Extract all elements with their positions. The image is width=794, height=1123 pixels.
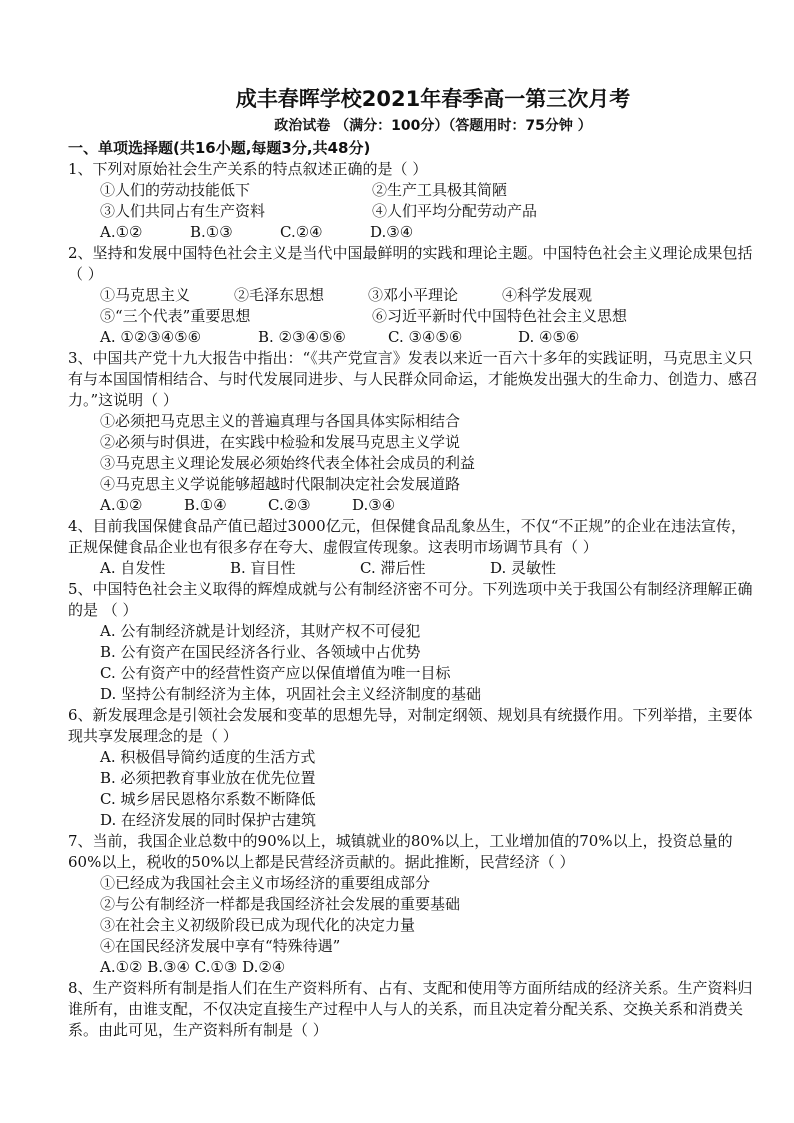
statement: ④科学发展观 <box>502 286 593 304</box>
section-heading: 一、单项选择题(共16小题,每题3分,共48分) <box>68 139 371 157</box>
answer-option: B. 必须把教育事业放在优先位置 <box>100 769 316 787</box>
question-stem: 8、生产资料所有制是指人们在生产资料所有、占有、支配和使用等方面所结成的经济关系。生产资料归谁所有，由谁支配，不仅决定直接生产过程中人与人的关系，而且决定着分配关系、交换关系和消费关系。由此可见，生产资料所有制是（ ） <box>68 979 753 1039</box>
answer-option: D. 在经济发展的同时保护古建筑 <box>100 811 317 829</box>
answer-option: D. ④⑤⑥ <box>518 328 580 346</box>
statement: ①人们的劳动技能低下 <box>100 181 251 199</box>
statement: ③在社会主义初级阶段已成为现代化的决定力量 <box>100 916 416 934</box>
statement-row <box>68 285 758 306</box>
question-stem: 7、当前，我国企业总数中的90%以上，城镇就业的80%以上，工业增加值的70%以上，投资总量的60%以上，税收的50%以上都是民营经济贡献的。据此推断，民营经济（ ） <box>68 832 733 871</box>
statement: ①已经成为我国社会主义市场经济的重要组成部分 <box>100 874 431 892</box>
answer-option: C.②③ <box>268 496 311 514</box>
answer-row <box>68 558 758 579</box>
question-8 <box>68 978 758 1041</box>
exam-title: 成丰春晖学校2021年春季高一第三次月考 <box>235 87 631 111</box>
answer-option: D. 坚持公有制经济为主体，巩固社会主义经济制度的基础 <box>100 685 482 703</box>
answer-option: C. ③④⑤⑥ <box>388 328 463 346</box>
question-6 <box>68 705 758 831</box>
statement: ④在国民经济发展中享有“特殊待遇” <box>100 937 341 955</box>
answer-option: A. 积极倡导简约适度的生活方式 <box>100 748 316 766</box>
statement: ③马克思主义理论发展必须始终代表全体社会成员的利益 <box>100 454 476 472</box>
answer-option: C.②④ <box>280 223 323 241</box>
statement-row <box>68 201 758 222</box>
answer-option: A. 公有制经济就是计划经济，其财产权不可侵犯 <box>100 622 421 640</box>
statement: ①马克思主义 <box>100 286 191 304</box>
answer-option: A. 自发性 <box>100 559 166 577</box>
question-stem: 4、目前我国保健食品产值已超过3000亿元，但保健食品乱象丛生，不仅“不正规”的企业在违法宣传，正规保健食品企业也有很多存在夸大、虚假宣传现象。这表明市场调节具有（ ） <box>68 517 747 556</box>
statement: ③人们共同占有生产资料 <box>100 202 266 220</box>
statement: ②毛泽东思想 <box>234 286 325 304</box>
statement: ③邓小平理论 <box>368 286 459 304</box>
answer-option: D. 灵敏性 <box>490 559 557 577</box>
question-stem: 6、新发展理念是引领社会发展和变革的思想先导，对制定纲领、规划具有统摄作用。下列举措，主要体现共享发展理念的是（ ） <box>68 706 753 745</box>
answer-option: B. 盲目性 <box>230 559 296 577</box>
answer-option: B. 公有资产在国民经济各行业、各领域中占优势 <box>100 643 421 661</box>
question-stem: 5、中国特色社会主义取得的辉煌成就与公有制经济密不可分。下列选项中关于我国公有制经济理解正确的是 （ ） <box>68 580 753 619</box>
answer-option: A. ①②③④⑤⑥ <box>100 328 202 346</box>
answer-option: C. 滞后性 <box>360 559 426 577</box>
answer-option: A.①② <box>100 496 143 514</box>
answer-option: D.③④ <box>352 496 396 514</box>
answer-option: B.①③ <box>190 223 233 241</box>
answer-row <box>68 327 758 348</box>
statement-row <box>68 180 758 201</box>
answer-option: A.①② <box>100 223 143 241</box>
question-4 <box>68 516 758 579</box>
exam-subtitle: 政治试卷 （满分：100分）（答题用时：75分钟 ） <box>274 118 592 134</box>
question-stem: 3、中国共产党十九大报告中指出：“《共产党宣言》发表以来近一百六十多年的实践证明，马克思主义只有与本国国情相结合、与时代发展同进步、与人民群众同命运，才能焕发出强大的生命力、创造力、感召力。”这说明（ ） <box>68 349 759 409</box>
answer-row <box>68 495 758 516</box>
answer-option: C. 公有资产中的经营性资产应以保值增值为唯一目标 <box>100 664 451 682</box>
statement: ②生产工具极其简陋 <box>372 181 508 199</box>
answer-option: B. ②③④⑤⑥ <box>258 328 346 346</box>
question-3 <box>68 348 758 516</box>
statement: ⑥习近平新时代中国特色社会主义思想 <box>372 307 628 325</box>
exam-page <box>68 84 758 1041</box>
statement: ⑤“三个代表”重要思想 <box>100 307 251 325</box>
answer-row <box>68 222 758 243</box>
question-stem: 1、下列对原始社会生产关系的特点叙述正确的是（ ） <box>68 160 428 178</box>
question-2 <box>68 243 758 348</box>
statement: ①必须把马克思主义的普遍真理与各国具体实际相结合 <box>100 412 461 430</box>
question-stem: 2、坚持和发展中国特色社会主义是当代中国最鲜明的实践和理论主题。中国特色社会主义理论成果包括 （ ） <box>68 244 753 283</box>
statement: ②必须与时俱进，在实践中检验和发展马克思主义学说 <box>100 433 461 451</box>
answer-option: B.①④ <box>184 496 227 514</box>
question-1 <box>68 159 758 243</box>
statement-row <box>68 306 758 327</box>
statement: ②与公有制经济一样都是我国经济社会发展的重要基础 <box>100 895 461 913</box>
question-5 <box>68 579 758 705</box>
answer-row: A.①② B.③④ C.①③ D.②④ <box>100 958 286 976</box>
answer-option: C. 城乡居民恩格尔系数不断降低 <box>100 790 316 808</box>
statement: ④人们平均分配劳动产品 <box>372 202 538 220</box>
statement: ④马克思主义学说能够超越时代限制决定社会发展道路 <box>100 475 461 493</box>
answer-option: D.③④ <box>370 223 414 241</box>
question-7 <box>68 831 758 978</box>
